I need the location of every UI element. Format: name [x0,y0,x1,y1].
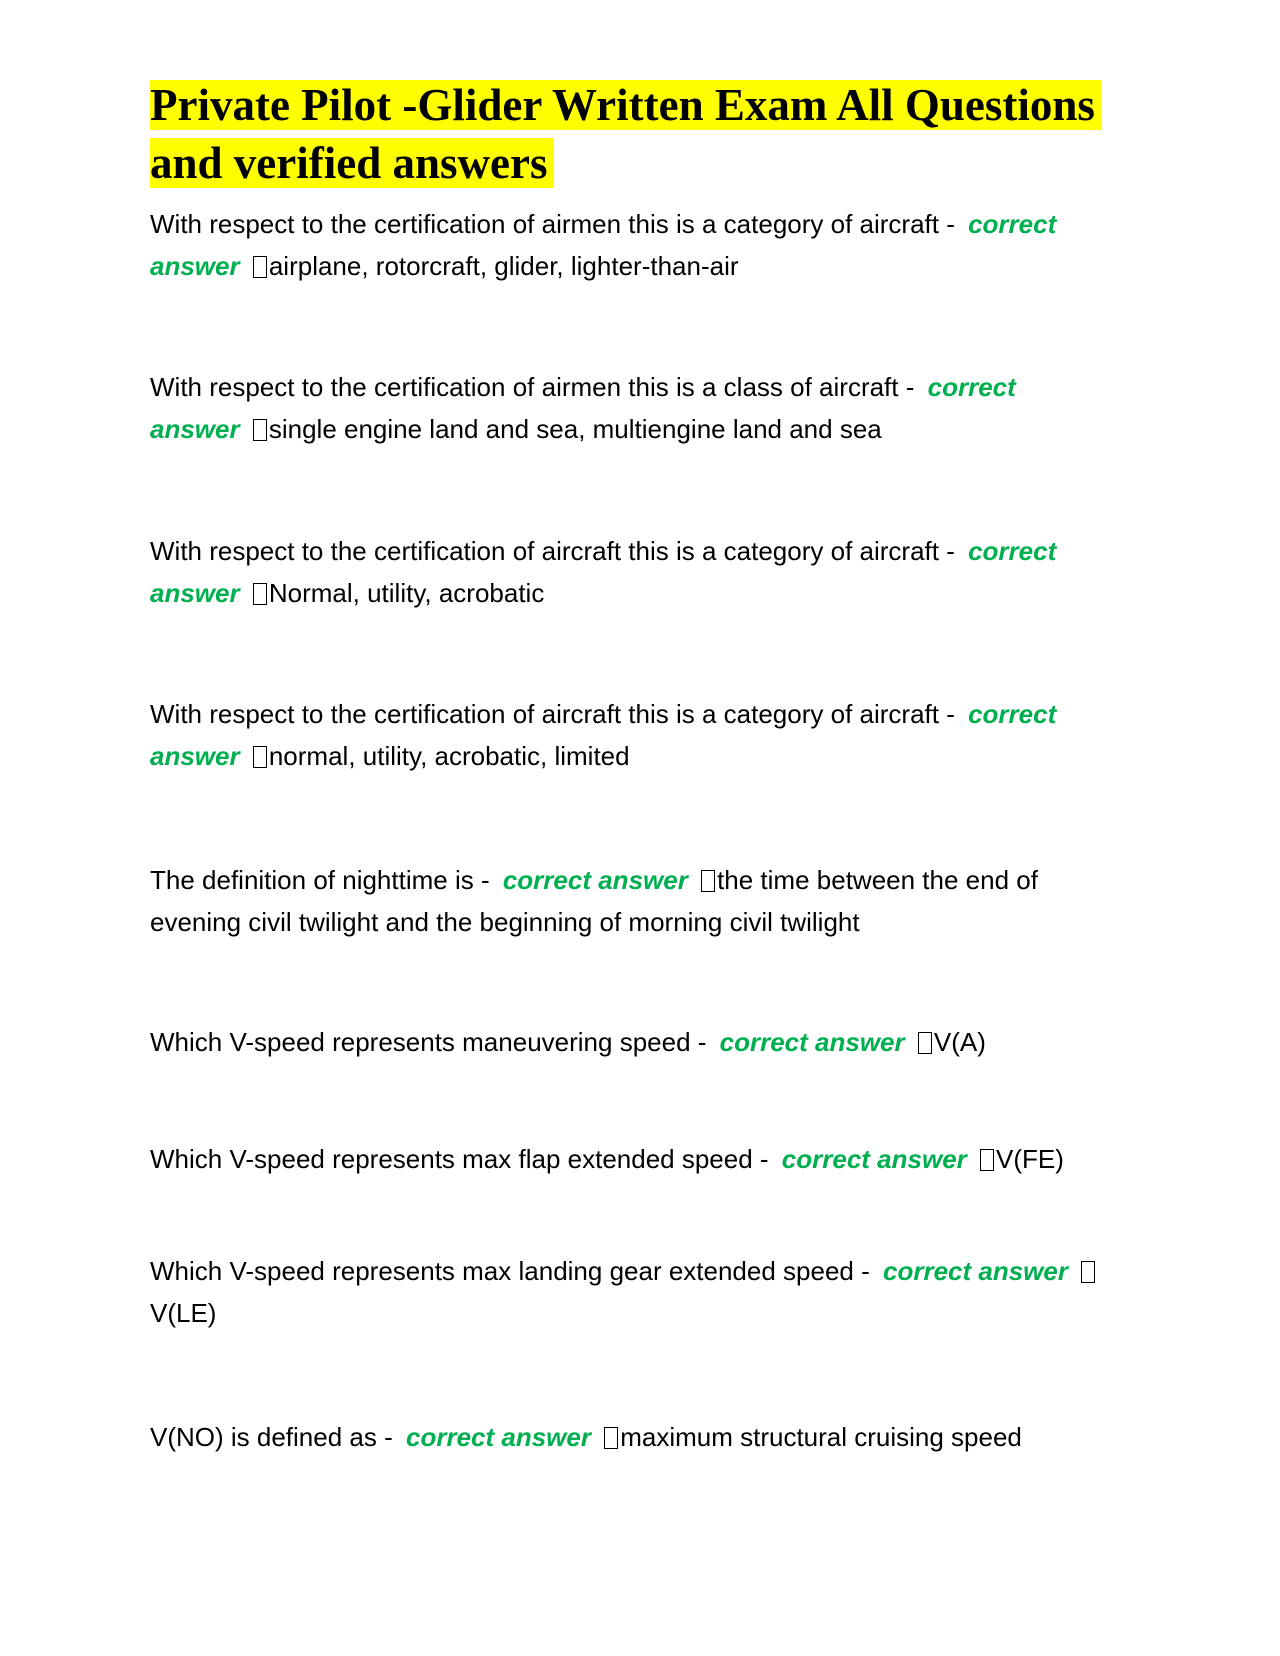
qa-item-8 [150,1250,1110,1334]
answer-text: Normal, utility, acrobatic [268,578,545,608]
box-glyph-icon [604,1427,618,1449]
answer-text: airplane, rotorcraft, glider, lighter-than-air [268,251,739,281]
answer-text: V(FE) [996,1144,1064,1174]
qa-item-5 [150,859,1110,943]
qa-item-1 [150,203,1110,287]
qa-item-4 [150,693,1110,777]
answer-text: single engine land and sea, multiengine land and sea [268,414,882,444]
question-text: V(NO) is defined as - [150,1422,400,1452]
correct-answer-label: correct answer [719,1027,905,1057]
box-glyph-icon [1081,1261,1095,1283]
box-glyph-icon [980,1149,994,1171]
answer-text: V(A) [933,1027,986,1057]
question-text: With respect to the certification of aircraft this is a category of aircraft - [150,699,963,729]
correct-answer-label: correct answer [502,865,688,895]
question-text: With respect to the certification of airmen this is a category of aircraft - [150,209,963,239]
qa-item-7 [150,1138,1110,1180]
answer-text: normal, utility, acrobatic, limited [268,741,630,771]
box-glyph-icon [253,419,267,441]
question-text: Which V-speed represents maneuvering speed - [150,1027,714,1057]
answer-text: the time between the end of evening civil twilight and the beginning of morning civil twilight [150,865,1038,937]
box-glyph-icon [253,256,267,278]
correct-answer-label: correct answer [150,372,1016,444]
qa-item-6 [150,1021,1110,1063]
box-glyph-icon [253,583,267,605]
title-highlight: Private Pilot -Glider Written Exam All Questions and verified answers [150,80,1101,188]
box-glyph-icon [701,870,715,892]
qa-item-2 [150,366,1110,450]
correct-answer-label: correct answer [150,536,1057,608]
qa-item-3 [150,530,1110,614]
correct-answer-label: correct answer [882,1256,1068,1286]
document-title [150,76,1130,192]
answer-text: V(LE) [150,1298,217,1328]
question-text: With respect to the certification of airmen this is a class of aircraft - [150,372,922,402]
question-text: Which V-speed represents max landing gear extended speed - [150,1256,877,1286]
question-text: With respect to the certification of aircraft this is a category of aircraft - [150,536,963,566]
question-text: Which V-speed represents max flap extended speed - [150,1144,776,1174]
correct-answer-label: correct answer [150,699,1057,771]
qa-item-9 [150,1416,1110,1458]
correct-answer-label: correct answer [150,209,1057,281]
box-glyph-icon [253,746,267,768]
document-page [150,76,1130,192]
question-text: The definition of nighttime is - [150,865,497,895]
answer-text: maximum structural cruising speed [620,1422,1022,1452]
correct-answer-label: correct answer [405,1422,591,1452]
box-glyph-icon [918,1032,932,1054]
correct-answer-label: correct answer [781,1144,967,1174]
